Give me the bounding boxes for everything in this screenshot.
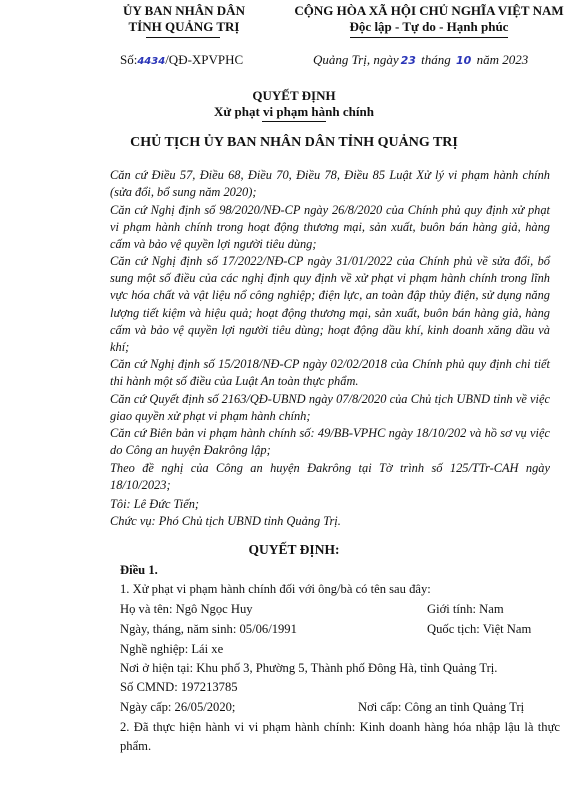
motto-underline (350, 37, 508, 38)
document-number-handwritten: 4434 (137, 56, 166, 67)
id-issue-date: Ngày cấp: 26/05/2020; (120, 700, 236, 714)
legal-basis-2: Căn cứ Nghị định số 98/2020/NĐ-CP ngày 26/8/2020 của Chính phủ quy định xử phạt vi phạm hành chính trong hoạt động thương mại, sản xuất, buôn bán hàng giả, hàng cấm và bảo vệ quyền lợi người tiêu dùng; (110, 203, 550, 252)
document-number-suffix: /QĐ-XPVPHC (165, 52, 244, 67)
signer-position: Chức vụ: Phó Chủ tịch UBND tỉnh Quảng Trị. (110, 514, 341, 528)
id-issue-place: Nơi cấp: Công an tỉnh Quảng Trị (358, 700, 525, 714)
issuer-name-line2: TỈNH QUẢNG TRỊ (128, 19, 240, 34)
document-number (120, 52, 243, 68)
document-number-prefix: Số: (120, 52, 138, 67)
article-1-item-2: 2. Đã thực hiện hành vi vi phạm hành chính: Kinh doanh hàng hóa nhập lậu là thực phẩm. (120, 720, 560, 753)
document-date (313, 52, 528, 68)
legal-basis-6: Căn cứ Biên bản vi phạm hành chính số: 49/BB-VPHC ngày 18/10/202 và hồ sơ vụ việc do Công an huyện Đakrông lập; (110, 426, 550, 458)
document-title: QUYẾT ĐỊNH (252, 88, 336, 103)
date-month-label: tháng (421, 52, 451, 67)
issuer-underline (146, 37, 220, 38)
national-title: CỘNG HÒA XÃ HỘI CHỦ NGHĨA VIỆT NAM (294, 3, 564, 18)
date-day-handwritten: 23 (400, 54, 416, 67)
article-1-label: Điều 1. (120, 563, 158, 577)
violator-nationality: Quốc tịch: Việt Nam (427, 622, 532, 636)
violator-gender: Giới tính: Nam (427, 602, 504, 616)
legal-basis-3: Căn cứ Nghị định số 17/2022/NĐ-CP ngày 31/01/2022 của Chính phủ về sửa đổi, bổ sung một số điều của các nghị định quy định về xử phạt vi phạm hành chính trong lĩnh vực hóa chất và vật liệu nổ công nghiệp; điện lực, an toàn đập thủy điện, sử dụng năng lượng tiết kiệm và hiệu quả; hoạt động thương mại, sản xuất, buôn bán hàng giả, hàng cấm và bảo vệ quyền lợi người tiêu dùng; hoạt động dầu khí, kinh doanh xăng dầu và khí; (110, 254, 550, 355)
legal-basis-5: Căn cứ Quyết định số 2163/QĐ-UBND ngày 07/8/2020 của Chủ tịch UBND tỉnh về việc giao quyền xử phạt vi phạm hành chính; (110, 392, 550, 424)
legal-basis-1: Căn cứ Điều 57, Điều 68, Điều 70, Điều 78, Điều 85 Luật Xử lý vi phạm hành chính (sửa đổi, bổ sung năm 2020); (110, 168, 550, 200)
issuing-authority: CHỦ TỊCH ỦY BAN NHÂN DÂN TỈNH QUẢNG TRỊ (130, 135, 458, 150)
national-motto: Độc lập - Tự do - Hạnh phúc (349, 19, 509, 34)
violator-id-number: Số CMND: 197213785 (120, 680, 238, 694)
subtitle-underline (262, 121, 326, 122)
violator-name: Họ và tên: Ngô Ngọc Huy (120, 602, 253, 616)
violator-residence: Nơi ở hiện tại: Khu phố 3, Phường 5, Thành phố Đông Hà, tỉnh Quảng Trị. (120, 661, 498, 675)
date-prefix: Quảng Trị, ngày (313, 52, 399, 67)
date-year: năm 2023 (476, 52, 529, 67)
legal-basis-7: Theo đề nghị của Công an huyện Đakrông tại Tờ trình số 125/TTr-CAH ngày 18/10/2023; (110, 461, 550, 493)
signer-name: Tôi: Lê Đức Tiến; (110, 497, 200, 511)
violator-occupation: Nghề nghiệp: Lái xe (120, 642, 224, 656)
decision-heading: QUYẾT ĐỊNH: (248, 542, 340, 557)
issuer-name-line1: ỦY BAN NHÂN DÂN (123, 3, 245, 18)
legal-basis-4: Căn cứ Nghị định số 15/2018/NĐ-CP ngày 02/02/2018 của Chính phủ quy định chi tiết thi hành một số điều của Luật An toàn thực phẩm. (110, 357, 550, 389)
date-month-handwritten: 10 (456, 54, 472, 67)
violator-dob: Ngày, tháng, năm sinh: 05/06/1991 (120, 622, 297, 636)
document-subtitle: Xử phạt vi phạm hành chính (214, 104, 374, 119)
article-1-item-1: 1. Xử phạt vi phạm hành chính đối với ông/bà có tên sau đây: (120, 582, 431, 596)
